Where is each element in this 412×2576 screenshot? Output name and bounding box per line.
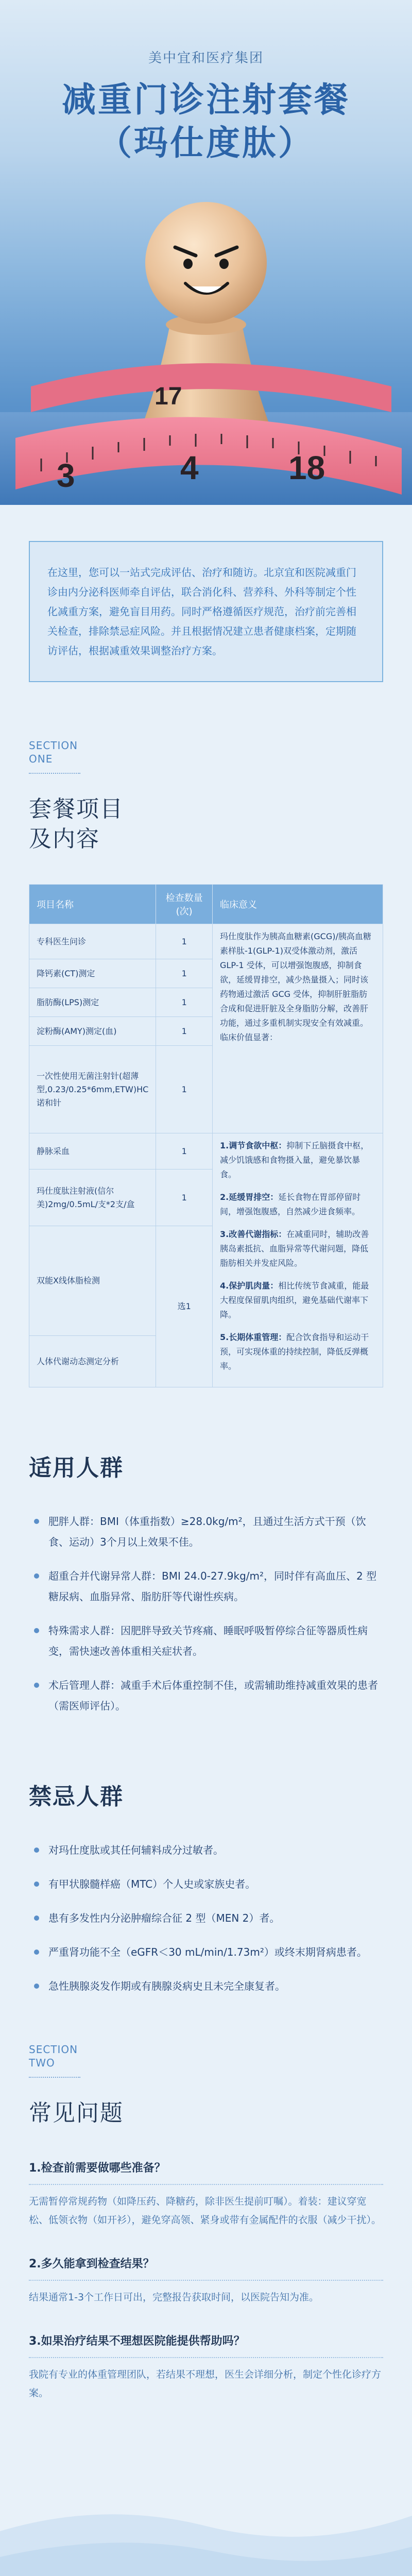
item-count: 1 — [156, 1046, 213, 1133]
list-item — [29, 1942, 383, 1962]
list-item — [29, 1976, 383, 1996]
table-row — [29, 1133, 383, 1170]
list-item — [29, 1675, 383, 1716]
list-item-text: 患有多发性内分泌肿瘤综合征 2 型（MEN 2）者。 — [48, 1912, 280, 1924]
item-name: 脂肪酶(LPS)测定 — [29, 988, 156, 1017]
intro-card: 在这里，您可以一站式完成评估、治疗和随访。北京宜和医院减重门诊由内分泌科医师牵自评估，联合消化科、营养科、外科等制定个性化减重方案，避免盲目用药。同时严格遵循医疗规范，治疗前完善相关检查，排除禁忌症风险。并且根据情况建立患者健康档案，定期随访评估，根据减重效果调整治疗方案。 — [29, 541, 383, 682]
tape-number: 3 — [57, 457, 75, 494]
bottom-decoration — [0, 2428, 412, 2576]
item-name: 专科医生问诊 — [29, 924, 156, 959]
list-item-text: 急性胰腺炎发作期或有胰腺炎病史且未完全康复者。 — [48, 1980, 285, 1992]
bullet-dot — [34, 1628, 39, 1633]
hero-illustration — [0, 170, 412, 505]
list-item-text: 特殊需求人群：因肥胖导致关节疼痛、睡眠呼吸暂停综合征等器质性病变，需快速改善体重相关症状者。 — [48, 1624, 368, 1657]
section-two-label — [29, 2043, 412, 2070]
bullet-dot — [34, 1573, 39, 1579]
faq-divider — [29, 2357, 383, 2358]
faq-question: 1.检查前需要做哪些准备？ — [29, 2162, 166, 2175]
list-item — [29, 1908, 383, 1928]
list-item — [29, 1840, 383, 1860]
item-count: 1 — [156, 1133, 213, 1170]
significance-point — [220, 1139, 375, 1182]
list-item — [29, 1566, 383, 1607]
item-count: 1 — [156, 988, 213, 1017]
package-table — [29, 884, 383, 1387]
clinical-significance-points — [213, 1133, 383, 1387]
item-name: 玛仕度肽注射液(信尔美)2mg/0.5mL/支*2支/盒 — [29, 1170, 156, 1226]
contraindicated-heading: 禁忌人群 — [29, 1784, 124, 1810]
point-text: 配合饮食指导和运动干预，可实现体重的持续控制，降低反弹概率。 — [220, 1332, 369, 1371]
section-divider — [29, 2077, 80, 2078]
eye-left — [183, 259, 193, 269]
figure-head — [145, 202, 267, 324]
significance-intro: 玛仕度肽作为胰高血糖素(GCG)/胰高血糖素样肽-1(GLP-1)双受体激动剂，激活 GLP-1 受体，可以增强饱腹感，抑制食欲，延缓胃排空，减少热量摄入；同时该药物通过激活 GCG 受体，抑制肝脏脂肪合成和促进肝脏及全身脂肪分解，改善肝功能，通过多重机制实现安全有效减重。临床价值显著： — [220, 931, 371, 1042]
package-table-wrap — [0, 854, 412, 1387]
list-item-text: 有甲状腺髓样癌（MTC）个人史或家族史者。 — [48, 1878, 256, 1890]
bullet-dot — [34, 1916, 39, 1921]
brand-name: 美中宜和医疗集团 — [148, 50, 264, 66]
point-title: 3.改善代谢指标： — [220, 1229, 287, 1239]
clinical-significance — [213, 924, 383, 1133]
faq-answer: 结果通常1-3个工作日可出，完整报告获取时间，以医院告知为准。 — [29, 2292, 319, 2303]
section-label-word: SECTION — [29, 739, 78, 752]
table-header-row — [29, 885, 383, 924]
suitable-heading: 适用人群 — [29, 1455, 124, 1481]
point-title: 1.调节食欲中枢： — [220, 1141, 287, 1150]
column-header: 临床意义 — [213, 885, 383, 924]
bullet-dot — [34, 1984, 39, 1989]
list-item-text: 术后管理人群：减重手术后体重控制不佳，或需辅助维持减重效果的患者（需医师评估）。 — [48, 1679, 378, 1712]
page-subtitle: （玛仕度肽） — [98, 123, 314, 163]
section-title-line: 套餐项目 — [29, 796, 124, 822]
section-label-number: TWO — [29, 2057, 55, 2069]
page-title: 减重门诊注射套餐 — [62, 80, 350, 120]
section-divider — [29, 773, 80, 774]
list-item-text: 严重肾功能不全（eGFR＜30 mL/min/1.73m²）或终末期肾病患者。 — [48, 1946, 367, 1958]
section-label-word: SECTION — [29, 2043, 78, 2056]
item-name: 静脉采血 — [29, 1133, 156, 1170]
faq-question: 2.多久能拿到检查结果？ — [29, 2258, 154, 2270]
hero-banner — [0, 0, 412, 505]
eye-right — [219, 259, 229, 269]
item-name: 一次性使用无菌注射针(超薄型,0.23/0.25*6mm,ETW)HC诺和针 — [29, 1046, 156, 1133]
list-item-text: 超重合并代谢异常人群：BMI 24.0-27.9kg/m²，同时伴有高血压、2 型糖尿病、血脂异常、脂肪肝等代谢性疾病。 — [48, 1570, 377, 1603]
faq-item — [29, 2159, 383, 2229]
list-item — [29, 1874, 383, 1894]
item-count: 1 — [156, 959, 213, 988]
tape-number: 4 — [180, 449, 199, 486]
item-name: 降钙素(CT)测定 — [29, 959, 156, 988]
significance-point — [220, 1279, 375, 1322]
list-item-text: 肥胖人群：BMI（体重指数）≥28.0kg/m²，且通过生活方式干预（饮食、运动）3个月以上效果不佳。 — [48, 1515, 366, 1548]
point-text: 在减重同时，辅助改善胰岛素抵抗、血脂异常等代谢问题，降低脂肪相关并发症风险。 — [220, 1229, 369, 1268]
item-count: 1 — [156, 1170, 213, 1226]
item-count: 选1 — [156, 1226, 213, 1387]
list-item-text: 对玛仕度肽或其任何辅料成分过敏者。 — [48, 1844, 224, 1856]
item-name: 淀粉酶(AMY)测定(血) — [29, 1017, 156, 1046]
point-title: 4.保护肌肉量： — [220, 1281, 279, 1291]
list-item — [29, 1620, 383, 1662]
section-two-title: 常见问题 — [29, 2100, 124, 2126]
significance-point — [220, 1190, 375, 1219]
bullet-dot — [34, 1683, 39, 1688]
point-title: 2.延缓胃排空： — [220, 1192, 279, 1202]
faq-item — [29, 2255, 383, 2307]
section-one-title — [29, 794, 412, 854]
column-header: 检查数量(次) — [156, 885, 213, 924]
faq-list — [0, 2128, 412, 2402]
bullet-dot — [34, 1882, 39, 1887]
bullet-dot — [34, 1848, 39, 1853]
bullet-dot — [34, 1519, 39, 1524]
list-item — [29, 1511, 383, 1552]
faq-divider — [29, 2184, 383, 2185]
bottom-wave-art — [0, 2428, 412, 2576]
intro-section — [0, 505, 412, 682]
point-text: 延长食物在胃部停留时间，增强饱腹感，自然减少进食频率。 — [220, 1192, 361, 1216]
item-name: 双能X线体脂检测 — [29, 1226, 156, 1336]
faq-answer: 我院有专业的体重管理团队，若结果不理想，医生会详细分析，制定个性化诊疗方案。 — [29, 2369, 382, 2399]
item-count: 1 — [156, 1017, 213, 1046]
table-row — [29, 924, 383, 959]
faq-divider — [29, 2280, 383, 2281]
column-header: 项目名称 — [29, 885, 156, 924]
faq-question: 3.如果治疗结果不理想医院能提供帮助吗？ — [29, 2335, 245, 2348]
item-name: 人体代谢动态测定分析 — [29, 1336, 156, 1387]
faq-item — [29, 2332, 383, 2402]
bullet-dot — [34, 1950, 39, 1955]
faq-answer: 无需暂停常规药物（如降压药、降糖药，除非医生提前叮嘱）。着装：建议穿宽松、低领衣物（如开衫），避免穿高领、紧身或带有金属配件的衣服（减少干扰）。 — [29, 2196, 382, 2226]
section-one-label — [29, 739, 412, 766]
tape-number: 17 — [154, 383, 182, 410]
contraindicated-list — [0, 1811, 412, 1996]
section-title-line: 及内容 — [29, 826, 100, 852]
point-title: 5.长期体重管理： — [220, 1332, 287, 1342]
section-label-number: ONE — [29, 753, 53, 765]
tape-number: 18 — [288, 449, 325, 486]
suitable-list — [0, 1482, 412, 1716]
significance-point — [220, 1330, 375, 1374]
point-text: 相比传统节食减重，能最大程度保留肌肉组织，避免基础代谢率下降。 — [220, 1281, 369, 1319]
point-text: 抑制下丘脑摄食中枢，减少饥饿感和食物摄入量，避免暴饮暴食。 — [220, 1141, 369, 1179]
item-count: 1 — [156, 924, 213, 959]
significance-point — [220, 1227, 375, 1270]
